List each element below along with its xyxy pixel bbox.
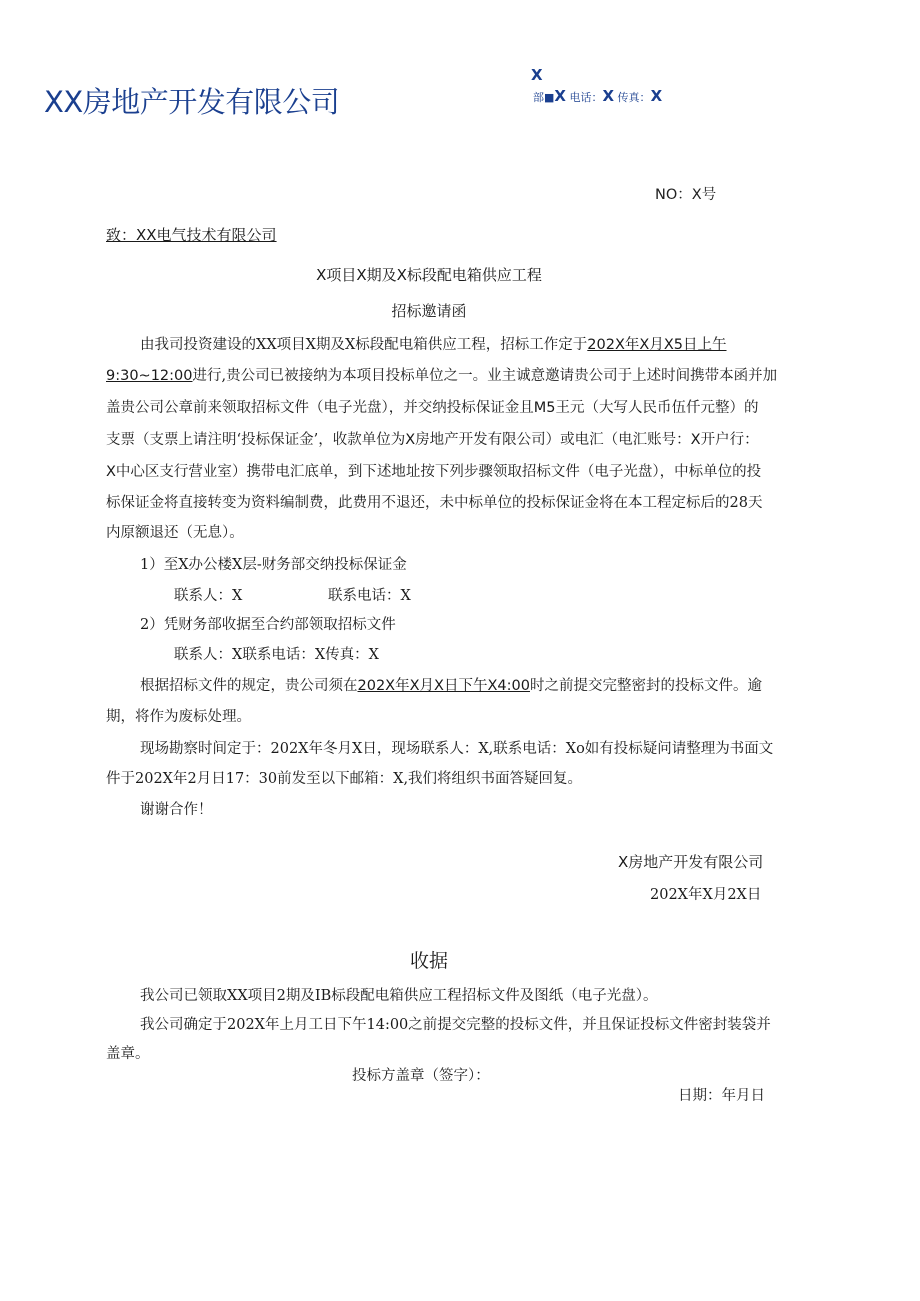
body-line xyxy=(106,428,759,449)
receipt-line: 盖章。 xyxy=(106,1046,150,1062)
step-1: 1）至X办公楼X层-财务部交纳投标保证金 xyxy=(140,557,407,573)
p1-account: 电汇账号：X开户行： xyxy=(618,432,759,448)
body-line xyxy=(106,460,761,481)
letter-title: 招标邀请函 xyxy=(391,302,467,320)
signature-date: 202X年X月2X日 xyxy=(650,887,762,903)
p1-text-m: ）携带电汇底单，到下述地址按下列步骤领取招标文件（电子光盘），中标单位的投 xyxy=(231,464,762,480)
step-1-phone: 联系电话：X xyxy=(328,588,411,604)
contact-x2: X xyxy=(602,87,615,105)
p1-text-e: 盖贵公司公章前来领取招标文件（电子光盘）， xyxy=(106,400,404,416)
contact-separator: ■ xyxy=(544,91,555,104)
p1-date: 202X年X月X5日上午 xyxy=(587,337,727,353)
contact-dept: 部 xyxy=(533,91,544,104)
body-line: 标保证金将直接转变为资料编制费，此费用不退还，未中标单位的投标保证金将在本工程定标后的28天 xyxy=(106,495,763,511)
step-2-contact: 联系人：X联系电话：X传真：X xyxy=(174,647,379,663)
contact-x3: X xyxy=(650,87,663,105)
body-line: 内原额退还（无息）。 xyxy=(106,525,244,541)
body-line: 件于202X年2月日17：30前发至以下邮箱：X,我们将组织书面答疑回复。 xyxy=(106,771,583,787)
p2-deadline: 202X年X月X日下午X4:00 xyxy=(357,678,530,694)
body-line xyxy=(140,333,727,354)
company-header-title: XX房地产开发有限公司 xyxy=(44,85,340,119)
p1-deposit: 并交纳投标保证金且M5王元（大写人民币伍仟元整）的 xyxy=(403,400,759,416)
document-number: NO：X号 xyxy=(655,187,717,203)
receipt-line: 我公司已领取XX项目2期及IB标段配电箱供应工程招标文件及图纸（电子光盘）。 xyxy=(140,988,658,1004)
p1-payee: 收款单位为X房地产开发有限公司） xyxy=(332,432,561,448)
p1-text-d: 进行,贵公司已被接纳为本项目投标单位之一。业主诚意邀请贵公司于上述时间携带本函并加 xyxy=(192,368,778,384)
step-2: 2）凭财务部收据至合约部领取招标文件 xyxy=(140,617,396,633)
signature-company: X房地产开发有限公司 xyxy=(618,853,764,871)
p1-cheque: 支票 xyxy=(106,432,135,448)
receipt-line: 我公司确定于202X年上月工日下午14:00之前提交完整的投标文件，并且保证投标文件密封装袋并 xyxy=(140,1017,771,1033)
body-line xyxy=(140,674,762,695)
contact-phone-label: 电话： xyxy=(565,91,603,104)
receipt-title: 收据 xyxy=(409,950,448,972)
contact-fax-label: 传真： xyxy=(614,91,651,104)
p1-text-j: 或电汇（ xyxy=(560,432,619,448)
receipt-date-label: 日期：年月日 xyxy=(678,1088,765,1104)
p1-text-h: （支票上请注明‘投标保证金’， xyxy=(135,432,333,448)
step-1-contact: 联系人：X xyxy=(174,588,243,604)
p1-time: 9:30~12:00 xyxy=(106,368,193,384)
body-line: 现场勘察时间定于：202X年冬月X日，现场联系人：X,联系电话：Xo如有投标疑问请整理为书面文 xyxy=(140,741,774,757)
body-line xyxy=(106,364,777,385)
p1-bank: X中心区支行营业室 xyxy=(106,464,232,480)
body-line xyxy=(106,396,758,417)
p1-text-a: 由我司投资建设的XX项目X期及X标段配电箱供应工程，招标工作定于 xyxy=(140,337,588,353)
p2-text-a: 根据招标文件的规定，贵公司须在 xyxy=(140,678,358,694)
p2-text-c: 时之前提交完整密封的投标文件。逾 xyxy=(529,678,762,694)
contact-top-mark: X xyxy=(531,66,543,84)
contact-line xyxy=(533,87,662,105)
contact-x1: X xyxy=(554,87,566,105)
receipt-signature-label: 投标方盖章（签字）： xyxy=(352,1068,490,1084)
project-title: X项目X期及X标段配电箱供应工程 xyxy=(316,266,542,284)
thanks-line: 谢谢合作！ xyxy=(140,802,213,818)
recipient: 致：XX电气技术有限公司 xyxy=(106,226,277,244)
body-line: 期，将作为废标处理。 xyxy=(106,709,251,725)
